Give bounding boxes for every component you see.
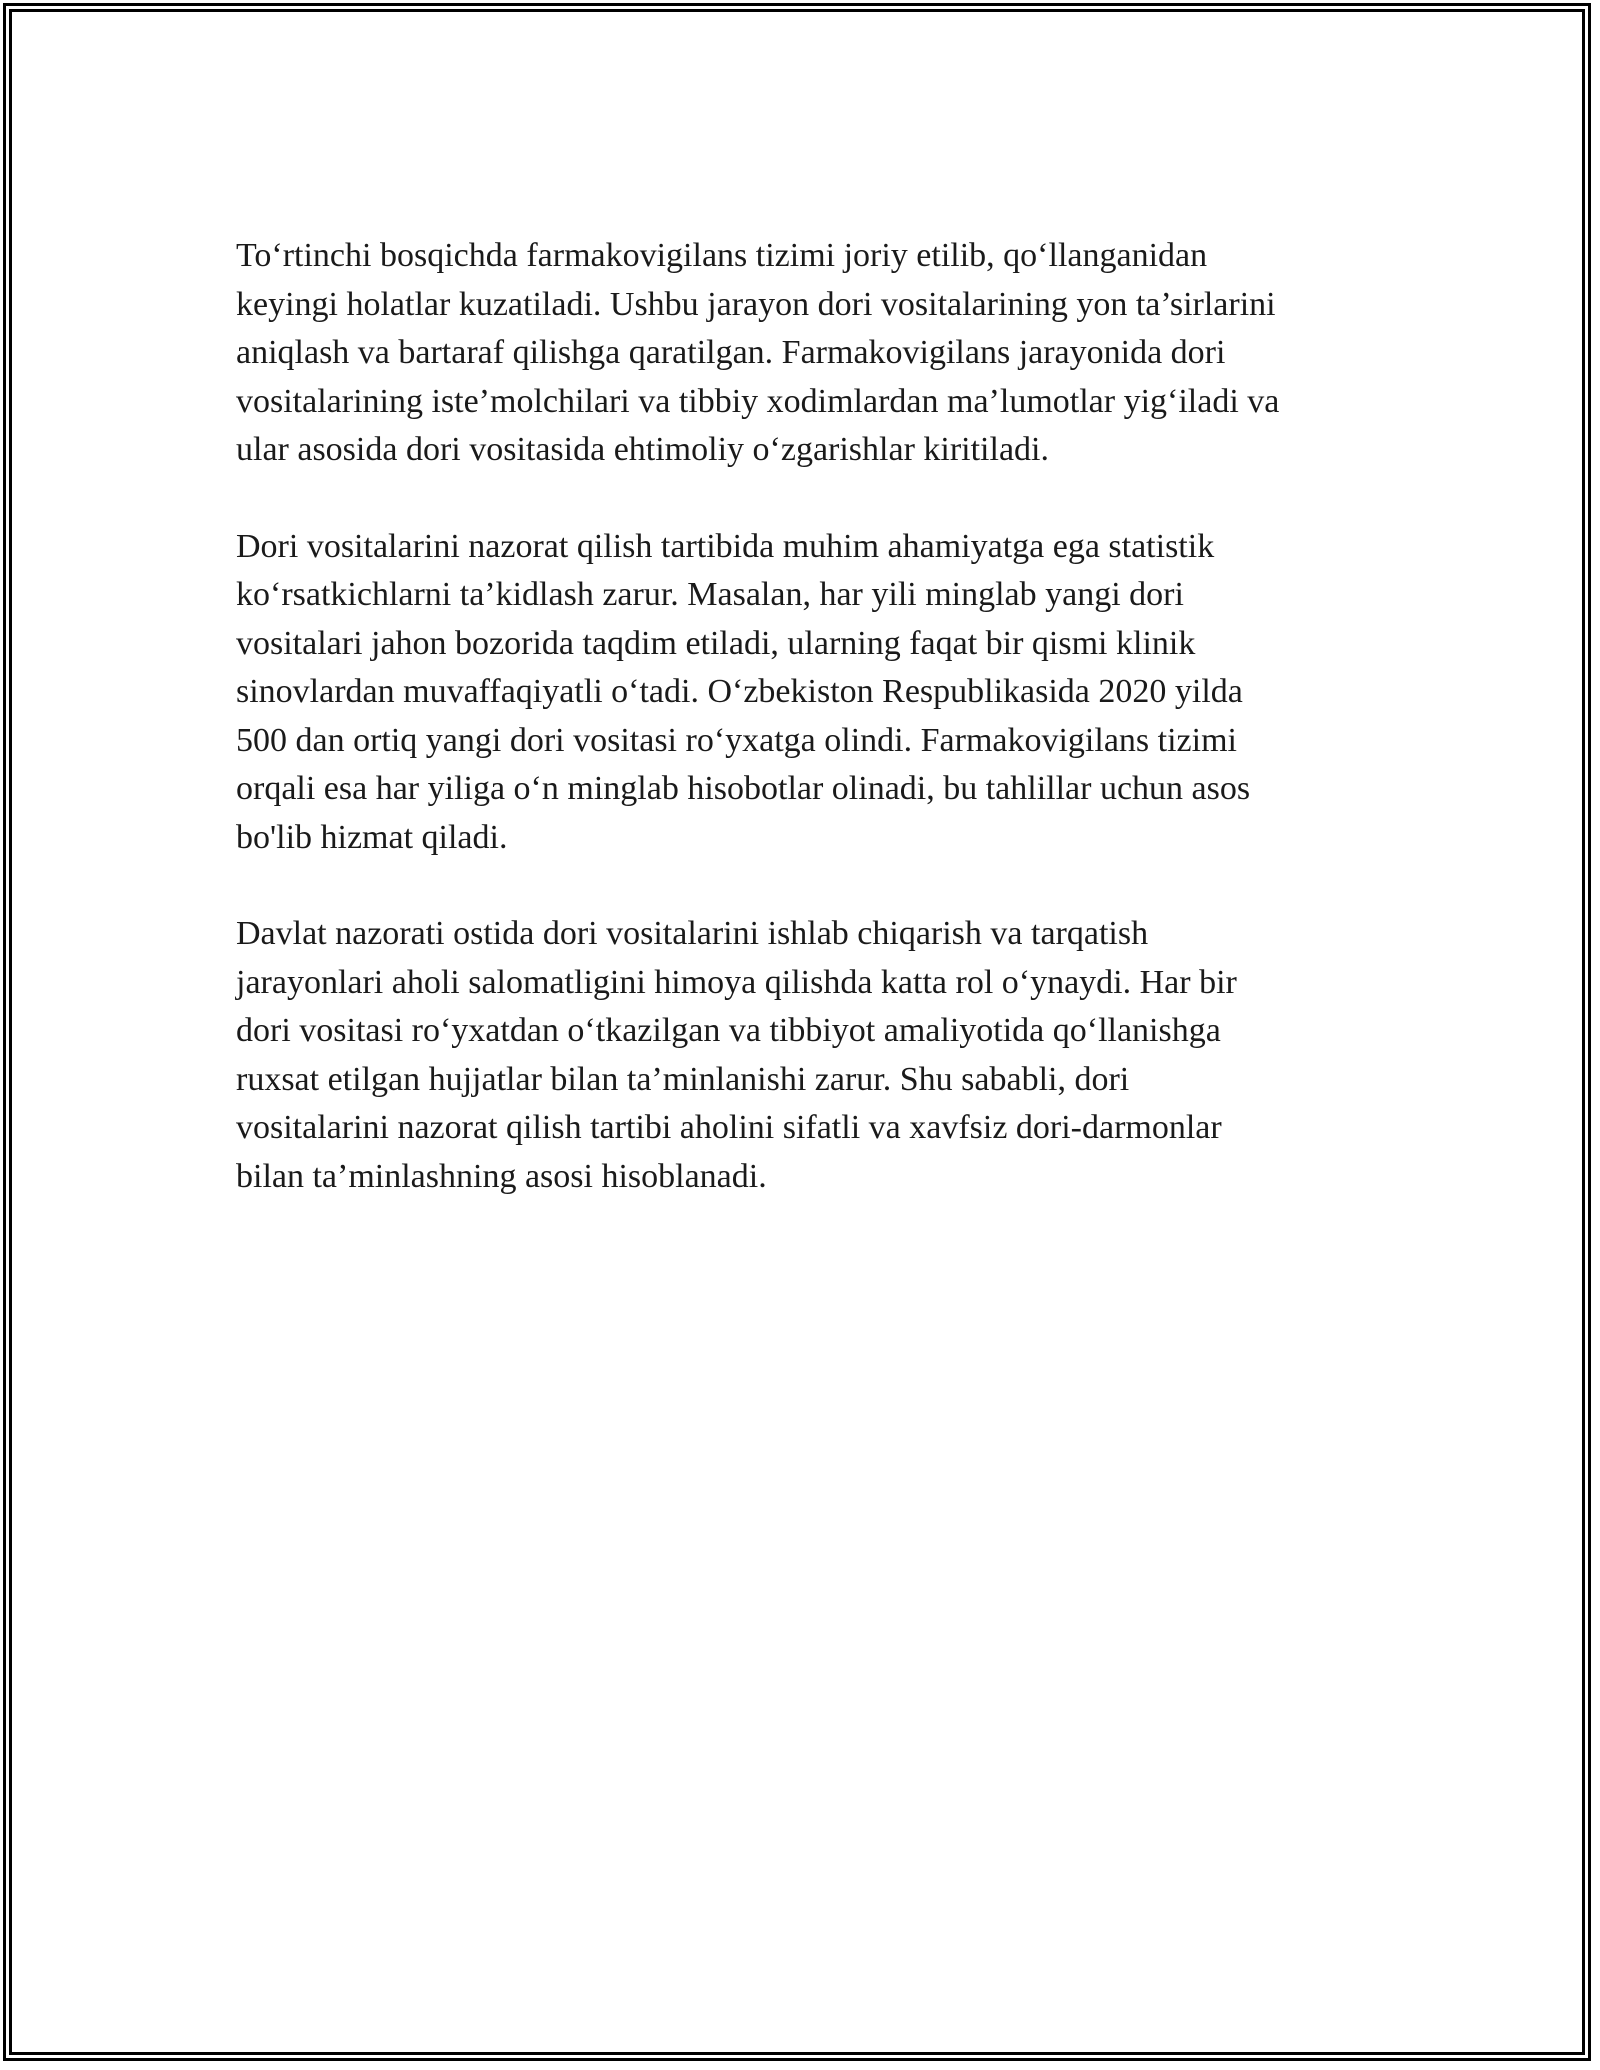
text-line: ruxsat etilgan hujjatlar bilan ta’minlanishi zarur. Shu sababli, dori (236, 1060, 1130, 1098)
text-line: bo'lib hizmat qiladi. (236, 818, 508, 856)
text-line: sinovlardan muvaffaqiyatli o‘tadi. O‘zbekiston Respublikasida 2020 yilda (236, 673, 1243, 710)
text-line: ko‘rsatkichlarni ta’kidlash zarur. Masalan, har yili minglab yangi dori (236, 576, 1184, 613)
document-body (236, 232, 1376, 1249)
text-line: aniqlash va bartaraf qilishga qaratilgan. Farmakovigilans jarayonida dori (236, 334, 1226, 371)
text-line: 500 dan ortiq yangi dori vositasi ro‘yxatga olindi. Farmakovigilans tizimi (236, 721, 1237, 759)
paragraph-state-control (236, 910, 1376, 1201)
text-line: Dori vositalarini nazorat qilish tartibida muhim ahamiyatga ega statistik (236, 527, 1215, 565)
paragraph-statistics (236, 523, 1376, 863)
text-line: jarayonlari aholi salomatligini himoya qilishda katta rol o‘ynaydi. Har bir (236, 963, 1237, 1001)
text-line: To‘rtinchi bosqichda farmakovigilans tizimi joriy etilib, qo‘llanganidan (236, 237, 1208, 274)
text-line: dori vositasi ro‘yxatdan o‘tkazilgan va tibbiyot amaliyotida qo‘llanishga (236, 1012, 1221, 1049)
text-line: orqali esa har yiliga o‘n minglab hisobotlar olinadi, bu tahlillar uchun asos (236, 770, 1251, 807)
text-line: vositalari jahon bozorida taqdim etiladi, ularning faqat bir qismi klinik (236, 624, 1196, 662)
text-line: Davlat nazorati ostida dori vositalarini ishlab chiqarish va tarqatish (236, 915, 1149, 952)
text-line: bilan ta’minlashning asosi hisoblanadi. (236, 1157, 767, 1195)
text-line: ular asosida dori vositasida ehtimoliy o‘zgarishlar kiritiladi. (236, 431, 1049, 468)
text-line: vositalarining iste’molchilari va tibbiy xodimlardan ma’lumotlar yig‘iladi va (236, 382, 1280, 420)
text-line: keyingi holatlar kuzatiladi. Ushbu jarayon dori vositalarining yon ta’sirlarini (236, 285, 1276, 323)
paragraph-pharmacovigilance (236, 232, 1376, 475)
text-line: vositalarini nazorat qilish tartibi aholini sifatli va xavfsiz dori-darmonlar (236, 1109, 1222, 1146)
